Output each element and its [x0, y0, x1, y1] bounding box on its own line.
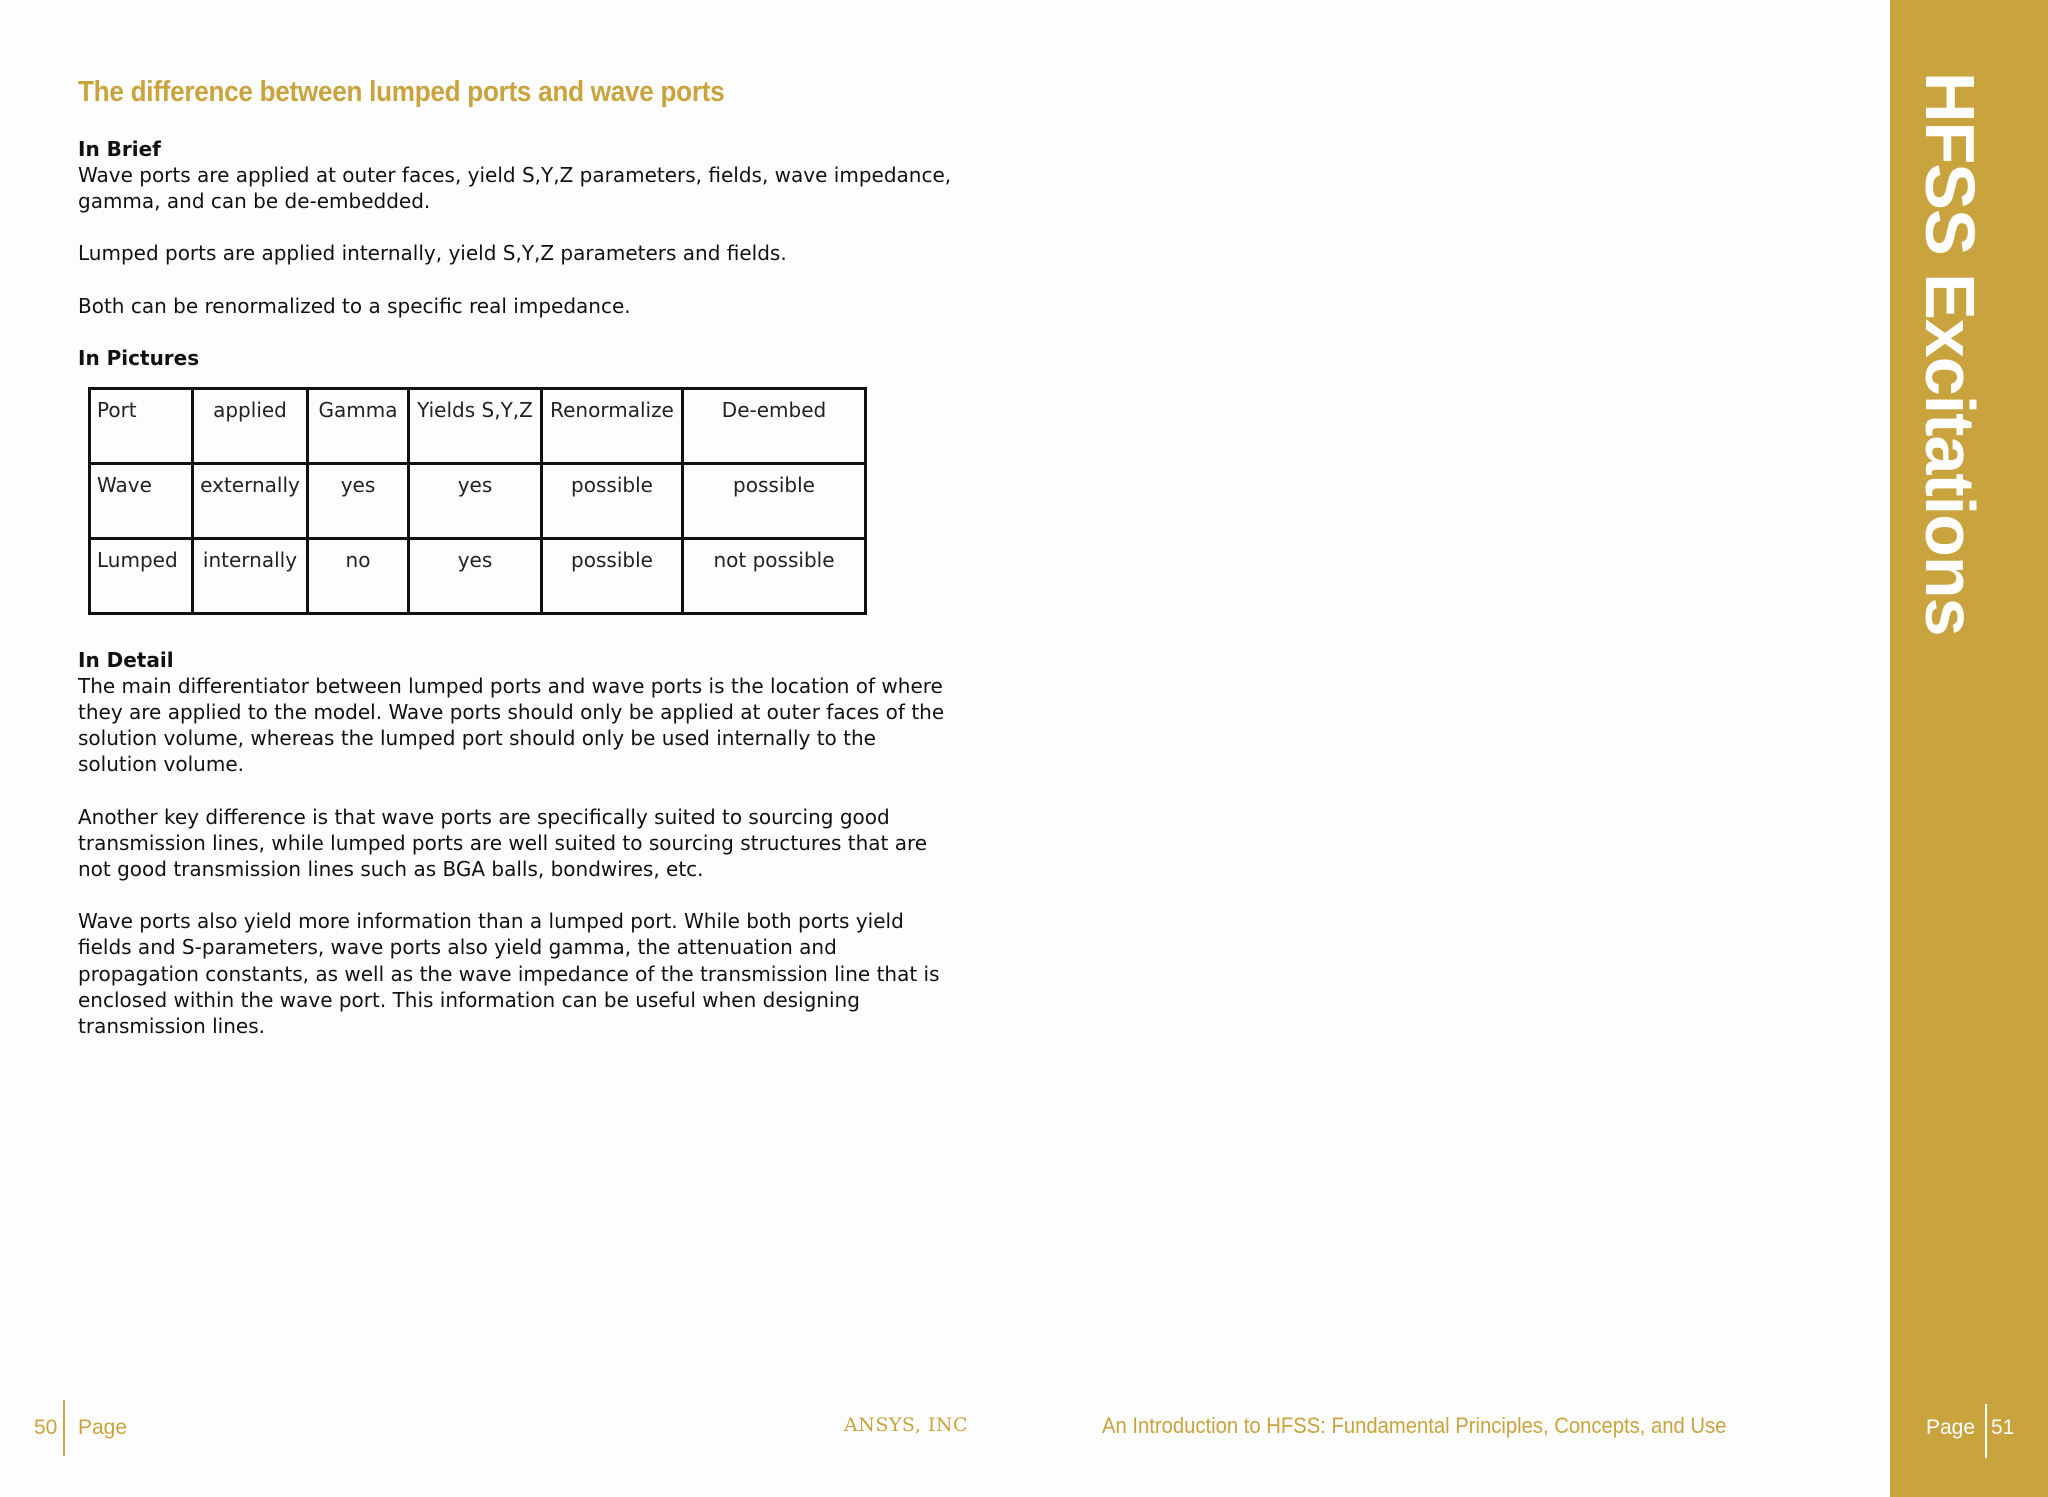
left-footer-divider — [63, 1400, 65, 1456]
table-cell: Lumped — [90, 538, 193, 613]
table-header-cell: De-embed — [683, 388, 866, 463]
table-header-cell: Gamma — [308, 388, 409, 463]
table-cell: yes — [409, 463, 542, 538]
table-cell: yes — [308, 463, 409, 538]
right-page-label: Page — [1926, 1416, 1976, 1439]
in-pictures-heading: In Pictures — [78, 345, 200, 370]
table-header-cell: Port — [90, 388, 193, 463]
table-header-cell: Yields S,Y,Z — [409, 388, 542, 463]
table-cell: Wave — [90, 463, 193, 538]
left-page-number: 50 — [34, 1416, 58, 1439]
table-cell: possible — [542, 463, 683, 538]
table-header-cell: applied — [193, 388, 308, 463]
page-content — [78, 72, 958, 1065]
detail-paragraph-1: The main differentiator between lumped ports and wave ports is the location of where they are applied to the model. Wave ports should only be applied at outer faces of the solution volume, whereas the lumped port should only be used internally to the solution volume. — [78, 673, 945, 777]
brief-paragraph-3: Both can be renormalized to a specific real impedance. — [78, 293, 631, 318]
table-cell: externally — [193, 463, 308, 538]
table-cell: yes — [409, 538, 542, 613]
brief-paragraph-1: Wave ports are applied at outer faces, yield S,Y,Z parameters, fields, wave impedance, gamma, and can be de-embedded. — [78, 163, 952, 214]
detail-paragraph-3: Wave ports also yield more information than a lumped port. While both ports yield fields and S-parameters, wave ports also yield gamma, the attenuation and propagation constants, as well as the wave impedance of the transmission line that is enclosed within the wave port. This information can be useful when designing transmission lines. — [78, 909, 940, 1039]
table-cell: possible — [542, 538, 683, 613]
left-page-label: Page — [78, 1416, 128, 1439]
table-cell: internally — [193, 538, 308, 613]
section-title: The difference between lumped ports and wave ports — [78, 76, 725, 108]
right-page-number: 51 — [1991, 1416, 2015, 1439]
table-cell: possible — [683, 463, 866, 538]
table-row — [90, 538, 866, 613]
table-header-cell: Renormalize — [542, 388, 683, 463]
table-row — [90, 463, 866, 538]
brief-paragraph-2: Lumped ports are applied internally, yield S,Y,Z parameters and fields. — [78, 241, 787, 266]
table-cell: no — [308, 538, 409, 613]
in-detail-heading: In Detail — [78, 647, 174, 672]
book-title: An Introduction to HFSS: Fundamental Principles, Concepts, and Use — [1102, 1413, 1727, 1438]
in-brief-heading: In Brief — [78, 137, 161, 161]
table-cell: not possible — [683, 538, 866, 613]
table-header-row — [90, 388, 866, 463]
chapter-title: HFSS Excitations — [1911, 72, 1989, 636]
right-footer-divider — [1985, 1404, 1987, 1458]
detail-paragraph-2: Another key difference is that wave ports are specifically suited to sourcing good transmission lines, while lumped ports are well suited to sourcing structures that are not good transmission lines such as BGA balls, bondwires, etc. — [78, 804, 928, 882]
publisher-name: ANSYS, INC — [844, 1414, 968, 1436]
port-comparison-table — [88, 387, 867, 615]
